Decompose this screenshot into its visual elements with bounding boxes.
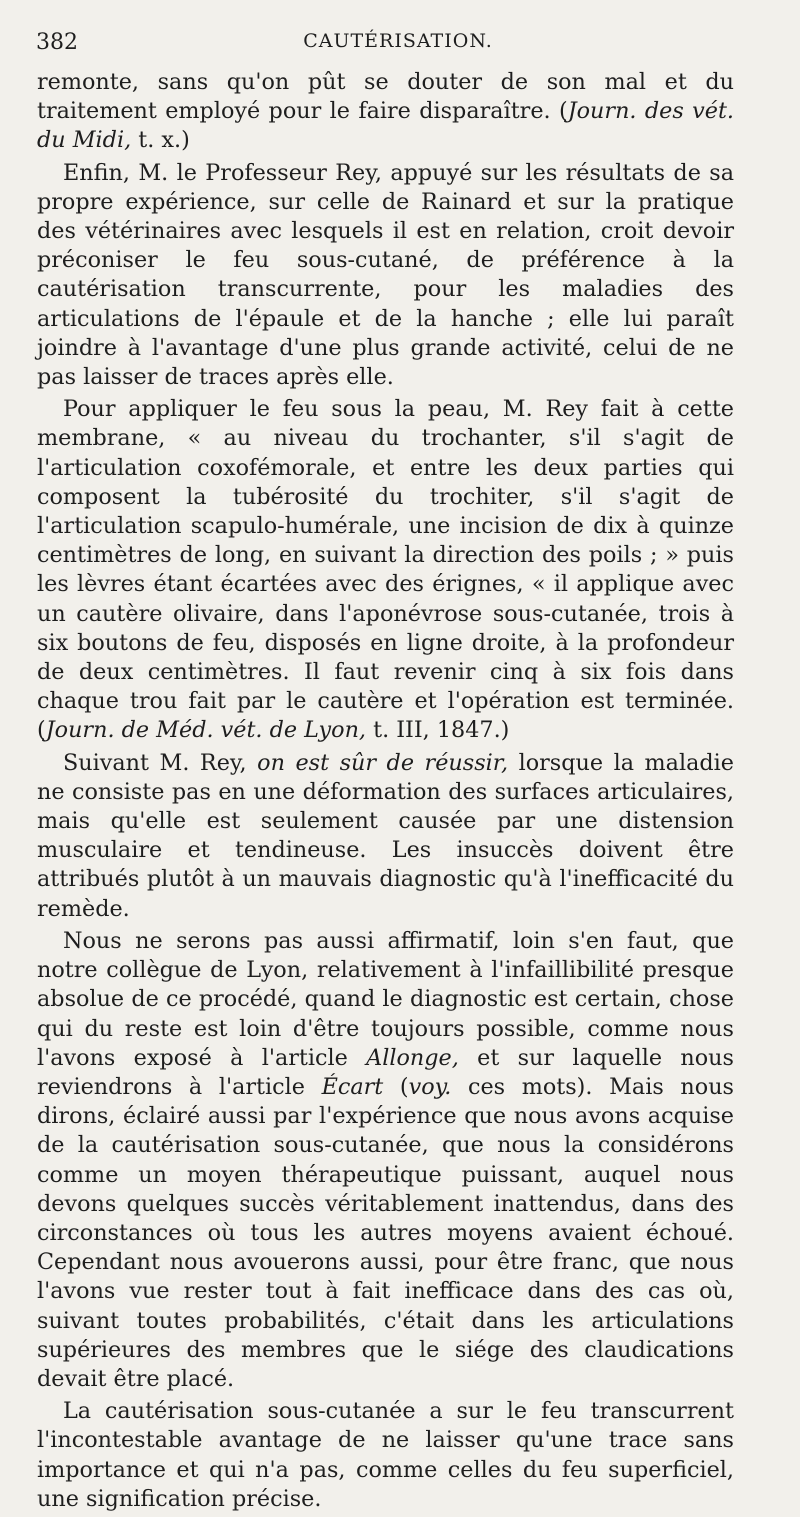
italic-text: Journ. des vét. du Midi, bbox=[37, 98, 734, 154]
text-run: Enfin, M. le Professeur Rey, appuyé sur les résultats de sa propre expérience, sur celle de Rainard et sur la pratique des vétérinaires avec lesquels il est en relation, croit devoir préconiser le feu sous-cutané, de préférence à la cautérisation transcurrente, pour les maladies des articulations de l'épaule et de la hanche ; elle lui paraît joindre à l'avantage d'une plus grande activité, celui de ne pas laisser de traces après elle. bbox=[37, 159, 734, 391]
text-run: ces mots). Mais nous dirons, éclairé aussi par l'expérience que nous avons acquise de la cautérisation sous-cutanée, que nous la considérons comme un moyen thérapeutique puissant, auquel nous devons quelques succès véritablement inattendus, dans des circonstances où tous les autres moyens avaient échoué. Cependant nous avouerons aussi, pour être franc, que nous l'avons vue rester tout à fait inefficace dans des cas où, suivant toutes probabilités, c'était dans les articulations supérieures des membres que le siége des claudications devait être placé. bbox=[37, 1073, 734, 1392]
paragraph bbox=[37, 68, 734, 156]
italic-text: Écart bbox=[321, 1073, 384, 1100]
paragraph bbox=[37, 1397, 734, 1514]
paragraph bbox=[37, 749, 734, 924]
text-run: et sur laquelle nous reviendrons à l'article bbox=[37, 1044, 734, 1100]
body-text bbox=[37, 68, 734, 1517]
italic-text: on est sûr de réussir, bbox=[257, 749, 509, 776]
text-run: Nous ne serons pas aussi affirmatif, loin s'en faut, que notre collègue de Lyon, relativement à l'infaillibilité presque absolue de ce procédé, quand le diagnostic est certain, chose qui du reste est loin d'être toujours possible, comme nous l'avons exposé à l'article bbox=[37, 927, 734, 1071]
text-run: t. III, 1847.) bbox=[366, 717, 510, 744]
italic-text: voy. bbox=[408, 1073, 452, 1100]
text-run: remonte, sans qu'on pût se douter de son mal et du traitement employé pour le faire disparaître. ( bbox=[37, 69, 734, 125]
paragraph bbox=[37, 395, 734, 745]
paragraph bbox=[37, 927, 734, 1394]
paragraph bbox=[37, 159, 734, 393]
page-number: 382 bbox=[36, 30, 78, 55]
text-run: lorsque la maladie ne consiste pas en une déformation des surfaces articulaires, mais qu'elle est seulement causée par une distension musculaire et tendineuse. Les insuccès doivent être attribués plutôt à un mauvais diagnostic qu'à l'inefficacité du remède. bbox=[37, 749, 734, 922]
page-header bbox=[36, 30, 760, 62]
italic-text: Allonge, bbox=[366, 1044, 459, 1071]
text-run: Pour appliquer le feu sous la peau, M. Rey fait à cette membrane, « au niveau du trochanter, s'il s'agit de l'articulation coxofémorale, et entre les deux parties qui composent la tubérosité du trochiter, s'il s'agit de l'articulation scapulo-humérale, une incision de dix à quinze centimètres de long, en suivant la direction des poils ; » puis les lèvres étant écartées avec des érignes, « il applique avec un cautère olivaire, dans l'aponévrose sous-cutanée, trois à six boutons de feu, disposés en ligne droite, à la profondeur de deux centimètres. Il faut revenir cinq à six fois dans chaque trou fait par le cautère et l'opération est terminée. ( bbox=[37, 396, 734, 744]
text-run: Suivant M. Rey, bbox=[63, 749, 258, 776]
italic-text: Journ. de Méd. vét. de Lyon, bbox=[45, 717, 367, 744]
text-run: ( bbox=[383, 1073, 409, 1100]
running-head: CAUTÉRISATION. bbox=[303, 30, 493, 52]
text-run: La cautérisation sous-cutanée a sur le feu transcurrent l'incontestable avantage de ne laisser qu'une trace sans importance et qui n'a pas, comme celles du feu superficiel, une signification précise. bbox=[37, 1398, 734, 1512]
text-run: t. x.) bbox=[131, 127, 190, 154]
